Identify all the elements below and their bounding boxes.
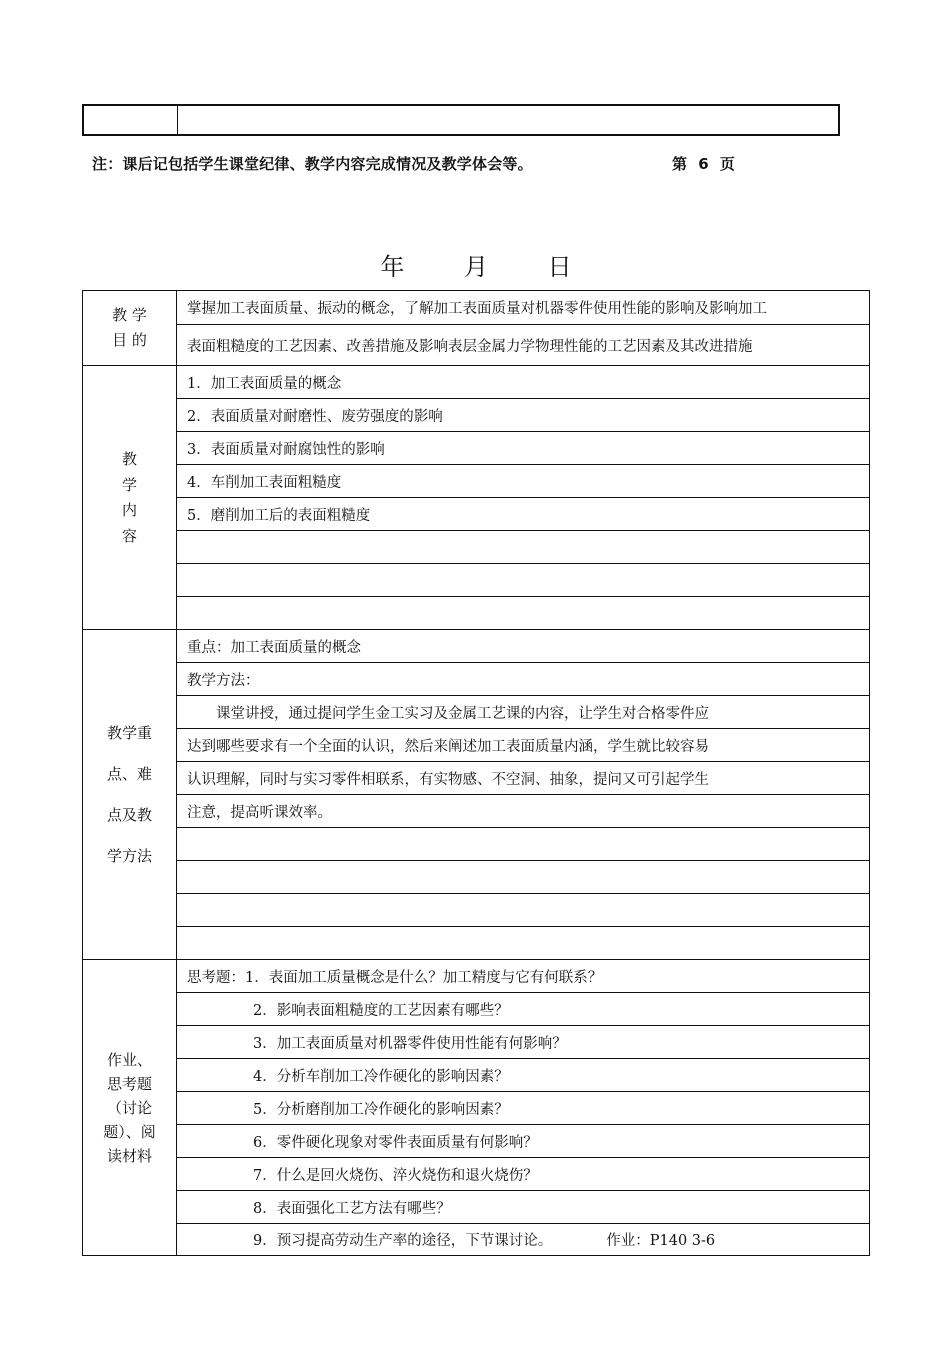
table-row bbox=[177, 597, 869, 630]
label-line: （讨论 bbox=[106, 1098, 152, 1117]
section-objective bbox=[83, 291, 869, 365]
table-row bbox=[177, 927, 869, 960]
table-row: 1．加工表面质量的概念 bbox=[177, 366, 869, 399]
date-header bbox=[0, 247, 952, 282]
section-label-methods bbox=[83, 630, 177, 960]
section-content bbox=[83, 365, 869, 630]
table-row: 掌握加工表面质量、振动的概念，了解加工表面质量对机器零件使用性能的影响及影响加工 bbox=[177, 291, 869, 325]
section-homework bbox=[83, 959, 869, 1255]
table-row: 4．分析车削加工冷作硬化的影响因素？ bbox=[177, 1059, 869, 1092]
table-row bbox=[177, 531, 869, 564]
label-line: 思考题 bbox=[106, 1074, 152, 1093]
label-line: 教 学 bbox=[112, 305, 147, 324]
table-row bbox=[177, 894, 869, 927]
content-rows bbox=[177, 366, 869, 630]
table-row: 课堂讲授，通过提问学生金工实习及金属工艺课的内容，让学生对合格零件应 bbox=[177, 696, 869, 729]
section-label-objective bbox=[83, 291, 177, 365]
table-row: 2．表面质量对耐磨性、废劳强度的影响 bbox=[177, 399, 869, 432]
label-line: 读材料 bbox=[106, 1146, 152, 1165]
table-row: 5．分析磨削加工冷作硬化的影响因素？ bbox=[177, 1092, 869, 1125]
objective-rows bbox=[177, 291, 869, 365]
label-line: 题）、阅 bbox=[103, 1122, 156, 1141]
table-row: 达到哪些要求有一个全面的认识，然后来阐述加工表面质量内涵，学生就比较容易 bbox=[177, 729, 869, 762]
lesson-plan-table bbox=[82, 290, 870, 1256]
homework-rows bbox=[177, 960, 869, 1255]
table-row: 教学方法： bbox=[177, 663, 869, 696]
label-line: 目 的 bbox=[112, 331, 147, 349]
date-month: 月 bbox=[464, 253, 488, 281]
table-row: 3．表面质量对耐腐蚀性的影响 bbox=[177, 432, 869, 465]
table-row: 注意，提高听课效率。 bbox=[177, 795, 869, 828]
label-line: 学 bbox=[121, 475, 137, 494]
table-row: 6．零件硬化现象对零件表面质量有何影响？ bbox=[177, 1125, 869, 1158]
methods-rows bbox=[177, 630, 869, 960]
previous-page-table bbox=[82, 104, 840, 136]
table-row: 2．影响表面粗糙度的工艺因素有哪些？ bbox=[177, 993, 869, 1026]
label-line: 点及教 bbox=[106, 806, 152, 824]
table-row bbox=[177, 564, 869, 597]
section-label-content bbox=[83, 366, 177, 630]
label-line: 作业、 bbox=[106, 1050, 152, 1069]
label-line: 教 bbox=[121, 450, 137, 468]
date-year: 年 bbox=[380, 253, 405, 281]
table-row: 认识理解，同时与实习零件相联系，有实物感、不空洞、抽象，提问又可引起学生 bbox=[177, 762, 869, 795]
table-column-divider bbox=[177, 106, 178, 134]
section-label-homework bbox=[83, 960, 177, 1255]
table-row: 思考题：1．表面加工质量概念是什么？加工精度与它有何联系？ bbox=[177, 960, 869, 993]
footer-note: 注：课后记包括学生课堂纪律、教学内容完成情况及教学体会等。 bbox=[92, 155, 533, 173]
label-line: 点、难 bbox=[106, 764, 152, 783]
table-row: 重点：加工表面质量的概念 bbox=[177, 630, 869, 663]
table-row bbox=[177, 1224, 869, 1255]
table-row: 8．表面强化工艺方法有哪些？ bbox=[177, 1191, 869, 1224]
homework-item-9: 9．预习提高劳动生产率的途径，下节课讨论。 bbox=[253, 1233, 553, 1249]
table-row: 4．车削加工表面粗糙度 bbox=[177, 465, 869, 498]
label-line: 教学重 bbox=[106, 723, 152, 742]
date-day: 日 bbox=[547, 253, 572, 281]
table-row: 3．加工表面质量对机器零件使用性能有何影响？ bbox=[177, 1026, 869, 1059]
assignment-reference: 作业：P140 3-6 bbox=[606, 1233, 716, 1249]
table-row: 5．磨削加工后的表面粗糙度 bbox=[177, 498, 869, 531]
table-row bbox=[177, 828, 869, 861]
table-row: 7．什么是回火烧伤、淬火烧伤和退火烧伤？ bbox=[177, 1158, 869, 1191]
label-line: 容 bbox=[121, 526, 137, 545]
label-line: 学方法 bbox=[106, 847, 152, 866]
page-number: 第 6 页 bbox=[672, 155, 735, 173]
label-line: 内 bbox=[121, 501, 137, 519]
table-row bbox=[177, 861, 869, 894]
table-row: 表面粗糙度的工艺因素、改善措施及影响表层金属力学物理性能的工艺因素及其改进措施 bbox=[187, 338, 753, 355]
section-methods bbox=[83, 629, 869, 960]
